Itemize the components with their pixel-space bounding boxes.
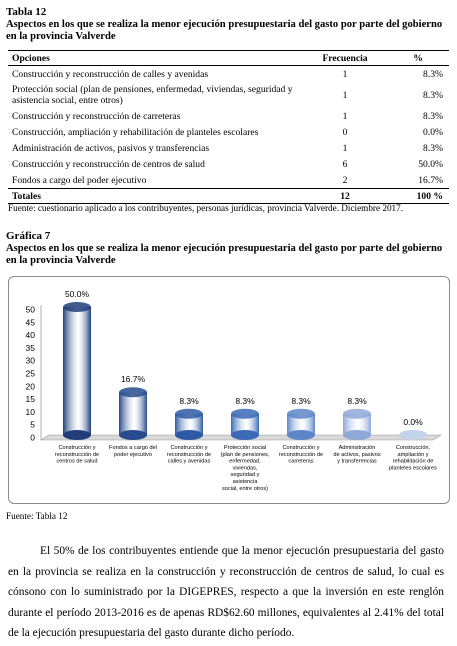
data-label: 8.3%	[347, 395, 367, 406]
table-total-row	[8, 189, 449, 204]
table-label: Tabla 12	[6, 6, 47, 18]
category-label: viviendas,	[232, 465, 258, 472]
column-header-percent: %	[387, 51, 449, 66]
table-header-row	[8, 51, 449, 66]
bar-top	[343, 409, 371, 419]
category-label: (plan de pensiones,	[220, 451, 270, 458]
category-label: calles y avenidas	[167, 458, 211, 465]
y-tick-label: 25	[25, 368, 35, 379]
data-label: 8.3%	[291, 395, 311, 406]
category-label: asistencia	[232, 479, 258, 485]
row-percent: 0.0%	[423, 126, 443, 138]
data-label: 8.3%	[235, 395, 255, 406]
table-row	[8, 124, 449, 140]
data-label: 50.0%	[64, 289, 90, 299]
data-table	[8, 50, 449, 204]
bar-base	[343, 430, 371, 440]
row-frequency: 1	[342, 68, 348, 80]
category-label: ampliación y	[397, 451, 429, 458]
y-tick-label: 30	[25, 355, 35, 366]
y-tick-label: 50	[25, 304, 35, 315]
row-frequency: 1	[342, 89, 348, 101]
row-frequency: 1	[342, 142, 348, 154]
y-tick-label: 20	[25, 381, 35, 392]
table-row	[8, 66, 449, 83]
row-percent: 8.3%	[423, 142, 443, 154]
category-label: enfermedad,	[229, 458, 261, 465]
table-source-note: Fuente: cuestionario aplicado a los contribuyentes, personas jurídicas, provincia Valverde. Diciembre 2017.	[8, 203, 404, 213]
graph-title: Aspectos en los que se realiza la menor ejecución presupuestaria del gasto por parte del gobierno en la provincia Valverde	[6, 243, 443, 266]
row-option: Administración de activos, pasivos y transferencias	[12, 142, 210, 154]
category-label: Fondos a cargo del	[109, 445, 157, 451]
bar-base	[175, 430, 203, 440]
paragraph-text: El 50% de los contribuyentes entiende que la menor ejecución presupuestaria del gasto en la provincia se realiza en la construcción y reconstrucción de centros de salud, lo cual es cónsono con lo suministrado por la DIGEPRES, respecto a que la inversión en este renglón durante el período 2013-2016 es de apenas RD$62.60 millones, equivalentes al 2.41% del total de la ejecución presupuestaria del gasto durante dicho período.	[8, 545, 444, 639]
row-percent: 16.7%	[418, 174, 443, 186]
table-row	[8, 172, 449, 189]
row-option: Fondos a cargo del poder ejecutivo	[12, 174, 147, 186]
category-label: poder ejecutivo	[114, 451, 152, 458]
bar-top	[63, 302, 91, 312]
y-tick-label: 45	[25, 317, 35, 328]
bar-base	[231, 430, 259, 440]
bar-base	[63, 430, 91, 440]
row-option: Construcción y reconstrucción de centros de salud	[12, 158, 205, 170]
table-row	[8, 108, 449, 124]
category-label: reconstrucción de	[166, 451, 212, 458]
row-option: Protección social (plan de pensiones, enfermedad, viviendas, seguridad y asistencia social, entre otros)	[12, 84, 293, 106]
chart-svg	[9, 277, 449, 503]
total-frequency: 12	[303, 189, 387, 204]
graph-source-note: Fuente: Tabla 12	[6, 511, 68, 521]
category-label: Protección social	[223, 445, 267, 451]
row-percent: 8.3%	[423, 68, 443, 80]
category-label: Administración	[338, 445, 376, 451]
column-header-options: Opciones	[8, 51, 303, 66]
category-label: Construcción,	[395, 445, 431, 451]
y-tick-label: 15	[25, 394, 35, 405]
category-label: carreteras	[288, 458, 314, 465]
total-label: Totales	[8, 189, 303, 204]
table-row	[8, 156, 449, 172]
table-row	[8, 82, 449, 108]
category-label: Construcción y	[58, 445, 96, 451]
bar	[119, 392, 147, 435]
category-label: seguridad y	[230, 472, 260, 479]
bar-chart	[8, 276, 450, 504]
y-tick-label: 0	[30, 432, 35, 443]
bar-base	[119, 430, 147, 440]
column-header-frequency: Frecuencia	[303, 51, 387, 66]
row-frequency: 1	[342, 110, 348, 122]
table-row	[8, 140, 449, 156]
bar-top	[231, 409, 259, 419]
bar-top	[175, 409, 203, 419]
category-label: centros de salud	[56, 458, 98, 465]
row-frequency: 2	[342, 174, 348, 186]
bar	[63, 307, 91, 435]
data-label: 0.0%	[403, 417, 423, 427]
category-label: rehabilitación de	[392, 458, 434, 465]
row-frequency: 0	[342, 126, 348, 138]
bar-top	[399, 430, 427, 440]
row-option: Construcción, ampliación y rehabilitación de planteles escolares	[12, 126, 259, 138]
row-option: Construcción y reconstrucción de calles y avenidas	[12, 68, 209, 80]
row-percent: 8.3%	[423, 89, 443, 101]
y-tick-label: 40	[25, 330, 35, 341]
table-title: Aspectos en los que se realiza la menor ejecución presupuestaria del gasto por parte del gobierno en la provincia Valverde	[6, 19, 443, 42]
total-percent: 100 %	[387, 189, 449, 204]
row-option: Construcción y reconstrucción de carreteras	[12, 110, 181, 122]
category-label: Construcción y	[170, 445, 208, 451]
graph-label: Gráfica 7	[6, 230, 51, 242]
row-percent: 50.0%	[418, 158, 443, 170]
y-tick-label: 35	[25, 342, 35, 353]
bar-top	[119, 387, 147, 397]
bar-base	[287, 430, 315, 440]
bar-top	[287, 409, 315, 419]
analysis-paragraph	[8, 541, 444, 644]
data-label: 8.3%	[179, 395, 199, 406]
category-label: reconstrucción de	[278, 451, 324, 458]
category-label: social, entre otros)	[221, 485, 269, 492]
data-label: 16.7%	[120, 374, 146, 385]
category-label: de activos, pasivos	[333, 451, 381, 458]
category-label: reconstrucción de	[54, 451, 100, 458]
category-label: Construcción y	[282, 445, 320, 451]
category-label: planteles escolares	[389, 465, 437, 472]
row-frequency: 6	[342, 158, 348, 170]
y-tick-label: 10	[25, 406, 35, 417]
row-percent: 8.3%	[423, 110, 443, 122]
y-tick-label: 5	[30, 419, 35, 430]
category-label: y transferencias	[337, 458, 377, 465]
